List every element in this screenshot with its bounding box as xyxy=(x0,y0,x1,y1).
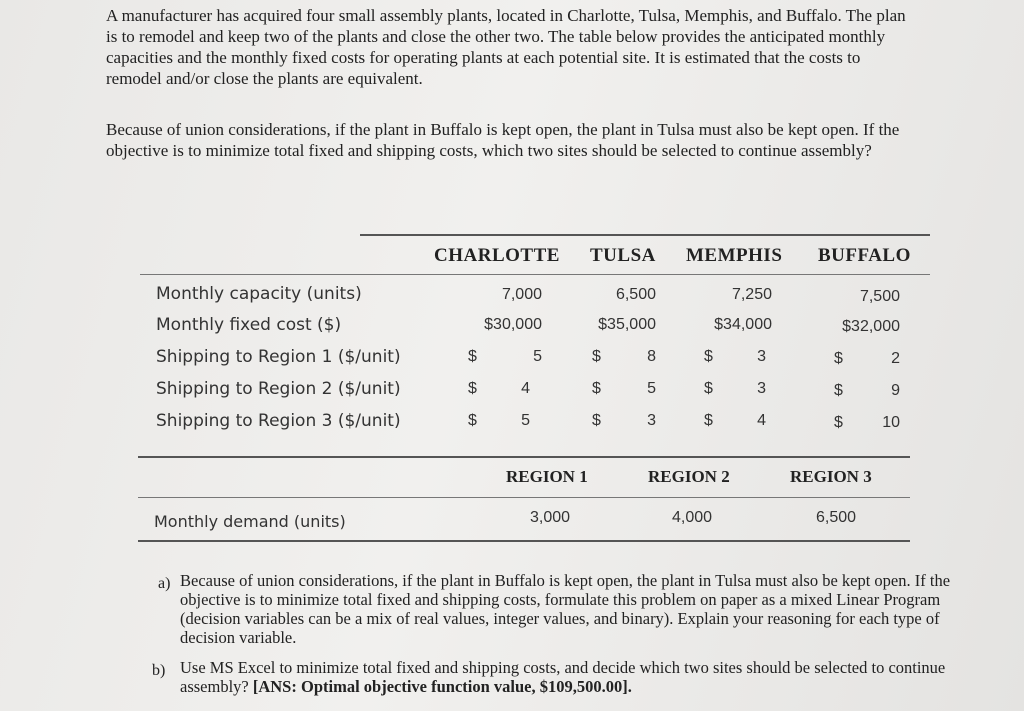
dollar-sign: $ xyxy=(834,414,843,431)
demand-header-rule xyxy=(138,497,910,498)
cell-r1-tulsa: 8 xyxy=(647,348,656,365)
cell-r1-buffalo: 2 xyxy=(891,350,900,367)
cell-fixed-memphis: $34,000 xyxy=(714,316,772,333)
cell-capacity-memphis: 7,250 xyxy=(731,286,772,303)
question-b-text: Use MS Excel to minimize total fixed and shipping costs, and decide which two sites should be selected to continue assembly? xyxy=(180,658,946,696)
demand-region-2: 4,000 xyxy=(672,509,713,526)
demand-region-3: 6,500 xyxy=(816,509,857,526)
cell-r1-charlotte: 5 xyxy=(533,348,542,365)
cell-r2-memphis: 3 xyxy=(757,380,766,397)
question-a-text: Because of union considerations, if the plant in Buffalo is kept open, the plant in Tulsa must also be kept open. If the objective is to minimize total fixed and shipping costs, formulate this problem on paper as a mixed Linear Program (decision variables can be a mix of real values, integer values, and binary). Explain your reasoning for each type of decision variable. xyxy=(180,571,951,647)
demand-region-1: 3,000 xyxy=(530,509,571,526)
demand-bottom-rule xyxy=(138,540,910,542)
cell-r3-memphis: 4 xyxy=(757,412,766,429)
col-charlotte: CHARLOTTE xyxy=(434,245,560,266)
question-b xyxy=(180,658,970,696)
cell-capacity-tulsa: 6,500 xyxy=(615,286,656,303)
header-rule xyxy=(140,274,930,275)
dollar-sign: $ xyxy=(592,412,601,429)
dollar-sign: $ xyxy=(834,382,843,399)
cell-r2-charlotte: 4 xyxy=(521,380,530,397)
cell-r2-buffalo: 9 xyxy=(891,382,900,399)
dollar-sign: $ xyxy=(704,412,713,429)
col-region-3: REGION 3 xyxy=(790,467,872,486)
col-tulsa: TULSA xyxy=(590,245,656,266)
row-label-fixed-cost: Monthly fixed cost ($) xyxy=(156,315,342,335)
dollar-sign: $ xyxy=(592,348,601,365)
intro-paragraph-2: Because of union considerations, if the plant in Buffalo is kept open, the plant in Tulsa must also be kept open. If the objective is to minimize total fixed and shipping costs, which two sites should be selected to continue assembly? xyxy=(106,120,900,160)
row-label-region-1: Shipping to Region 1 ($/unit) xyxy=(156,347,401,367)
question-b-marker: b) xyxy=(152,662,166,679)
row-label-region-2: Shipping to Region 2 ($/unit) xyxy=(156,379,401,399)
demand-top-rule xyxy=(138,456,910,458)
cell-r1-memphis: 3 xyxy=(757,348,766,365)
dollar-sign: $ xyxy=(834,350,843,367)
dollar-sign: $ xyxy=(468,348,477,365)
dollar-sign: $ xyxy=(704,380,713,397)
cell-r2-tulsa: 5 xyxy=(647,380,656,397)
question-b-answer: [ANS: Optimal objective function value, $109,500.00]. xyxy=(252,677,632,696)
dollar-sign: $ xyxy=(704,348,713,365)
cell-capacity-buffalo: 7,500 xyxy=(859,288,900,305)
row-label-region-3: Shipping to Region 3 ($/unit) xyxy=(156,411,401,431)
question-a-marker: a) xyxy=(158,575,171,592)
row-label-capacity: Monthly capacity (units) xyxy=(156,284,362,304)
cell-r3-buffalo: 10 xyxy=(882,414,900,431)
col-buffalo: BUFFALO xyxy=(818,245,911,266)
cell-fixed-buffalo: $32,000 xyxy=(842,318,900,335)
dollar-sign: $ xyxy=(592,380,601,397)
table-top-rule xyxy=(360,234,930,236)
col-region-1: REGION 1 xyxy=(506,467,588,486)
cell-fixed-charlotte: $30,000 xyxy=(484,316,542,333)
intro-paragraph-1: A manufacturer has acquired four small assembly plants, located in Charlotte, Tulsa, Memphis, and Buffalo. The plan is to remodel and keep two of the plants and close the other two. The table below provides the anticipated monthly capacities and the monthly fixed costs for operating plants at each potential site. It is estimated that the costs to remodel and/or close the plants are equivalent. xyxy=(106,6,906,88)
cell-fixed-tulsa: $35,000 xyxy=(598,316,656,333)
dollar-sign: $ xyxy=(468,380,477,397)
col-region-2: REGION 2 xyxy=(648,467,730,486)
col-memphis: MEMPHIS xyxy=(686,245,783,266)
cell-r3-tulsa: 3 xyxy=(647,412,656,429)
cell-r3-charlotte: 5 xyxy=(521,412,530,429)
row-label-demand: Monthly demand (units) xyxy=(154,512,346,531)
cell-capacity-charlotte: 7,000 xyxy=(501,286,542,303)
dollar-sign: $ xyxy=(468,412,477,429)
